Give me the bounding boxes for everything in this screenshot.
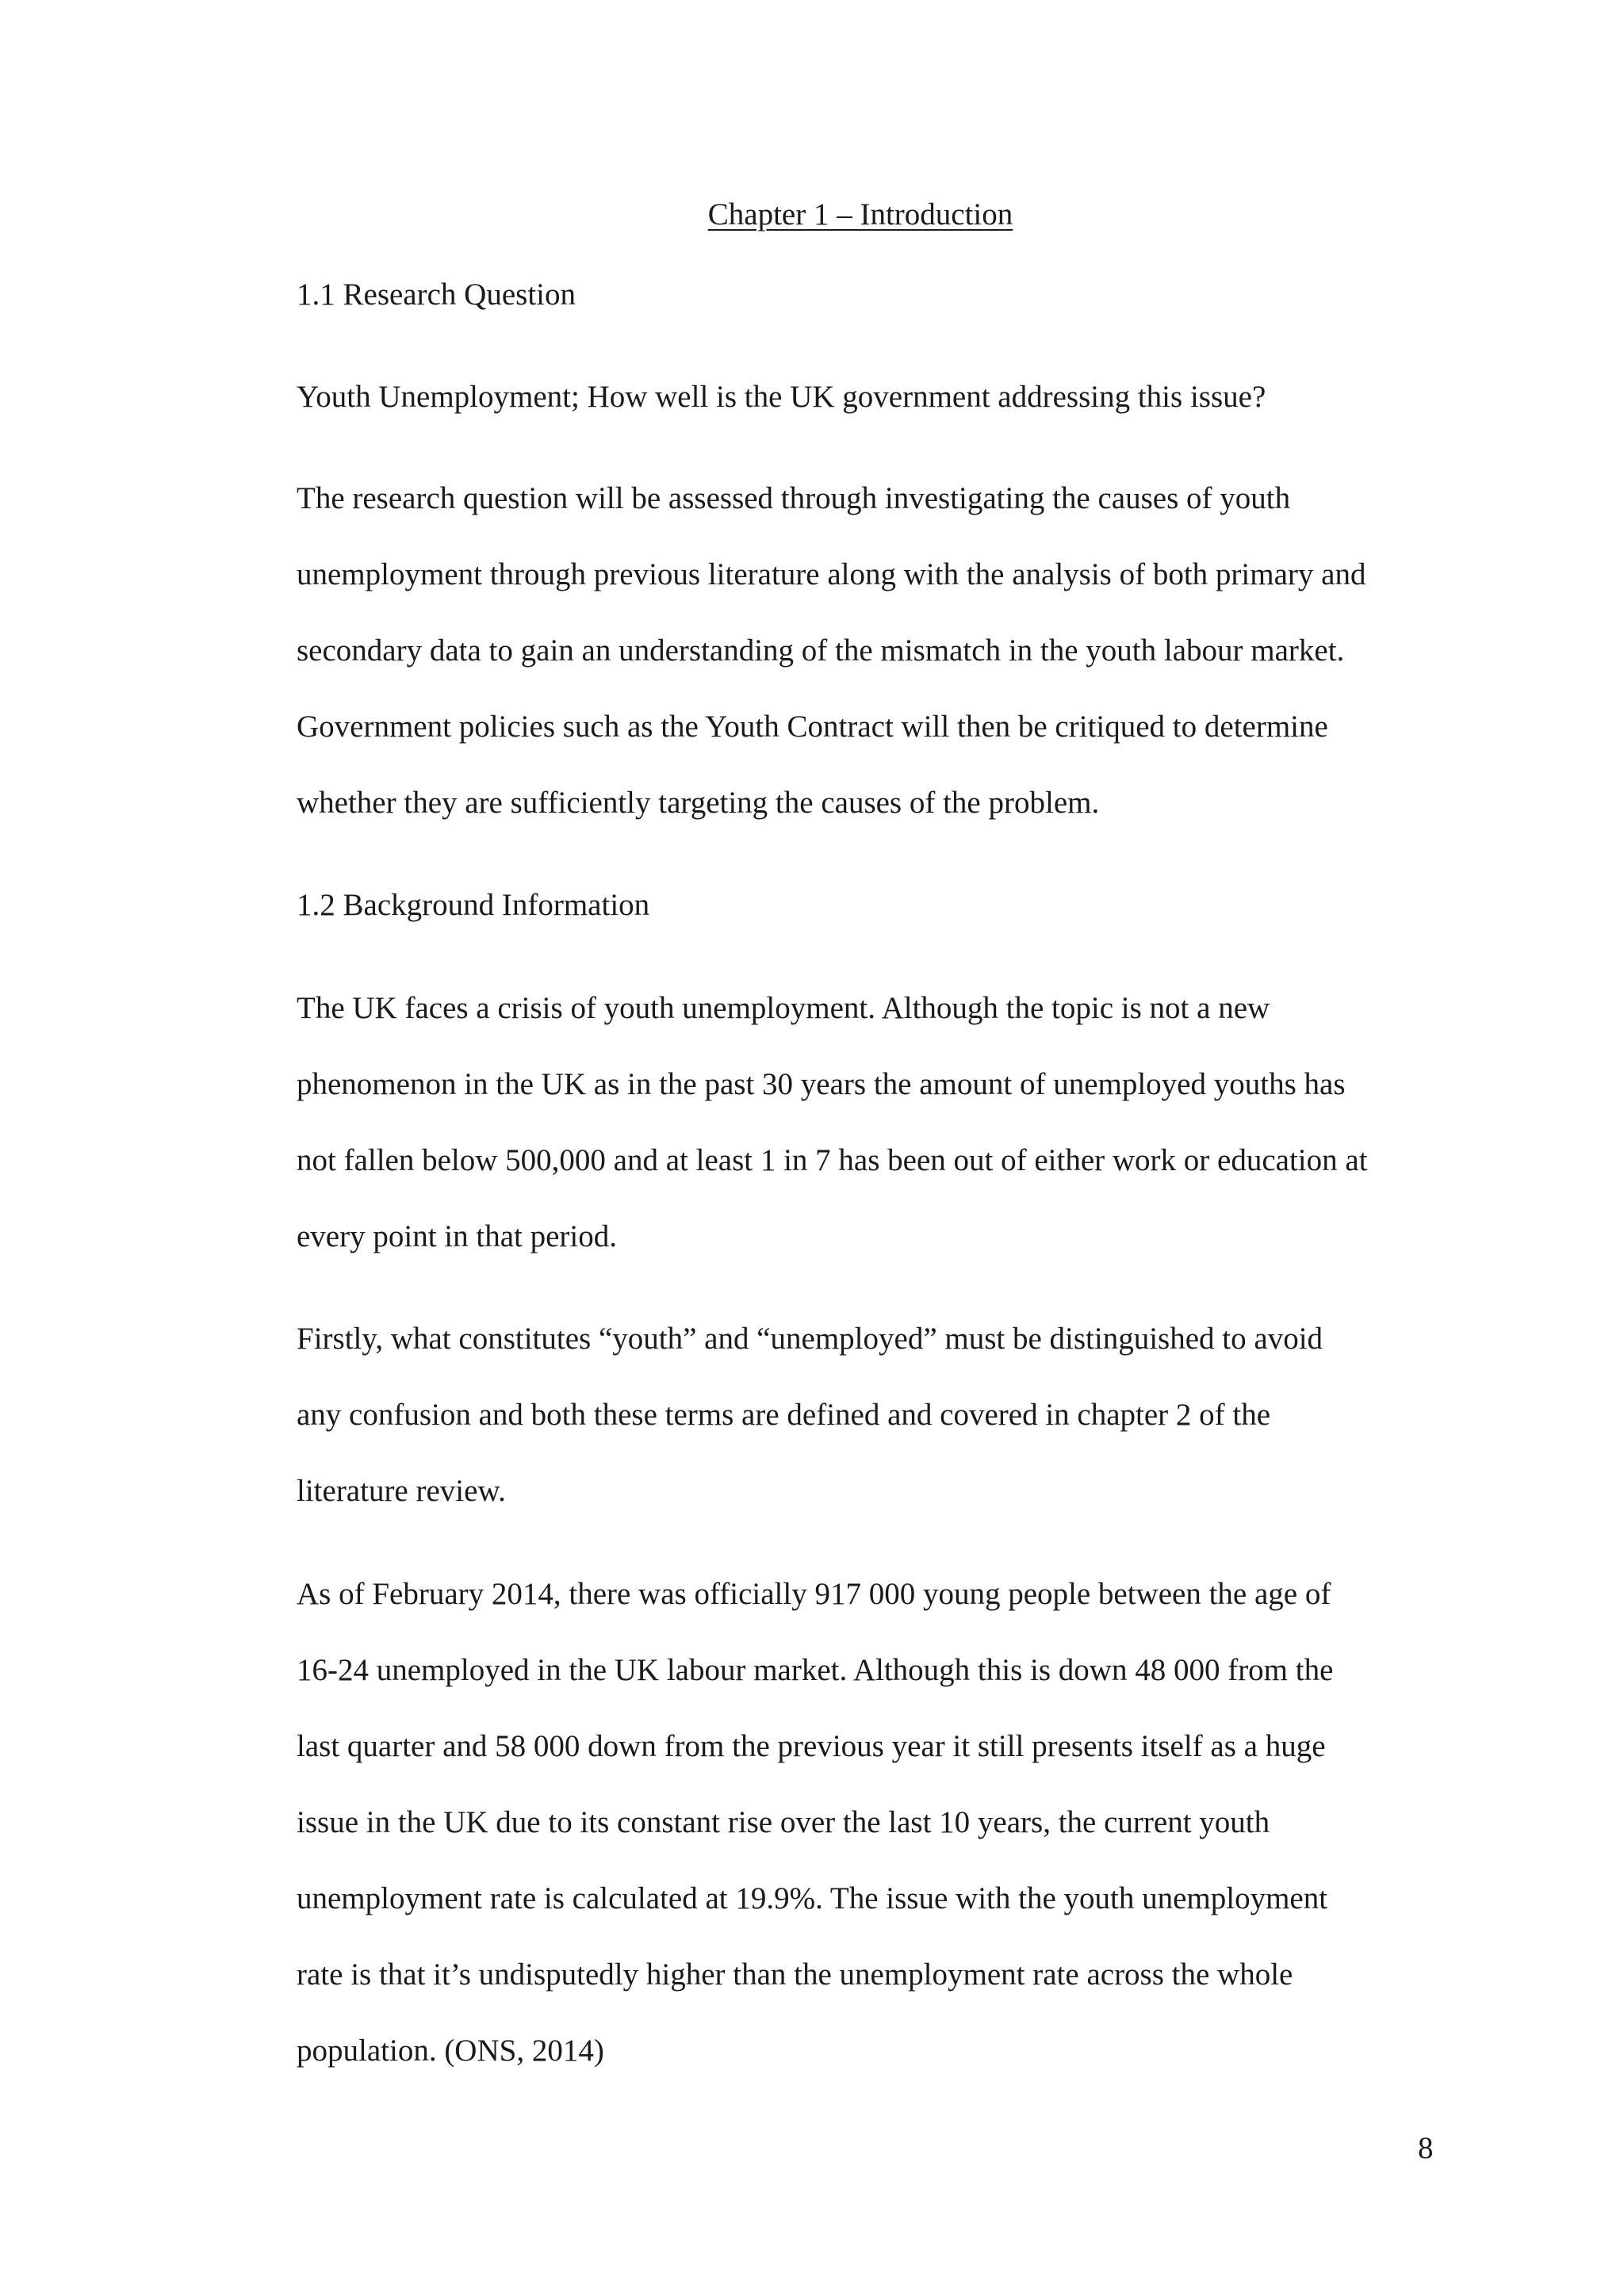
paragraph-line: every point in that period. [297, 1219, 617, 1253]
paragraph-line: Firstly, what constitutes “youth” and “unemployed” must be distinguished to avoid [297, 1322, 1323, 1356]
paragraph-line: any confusion and both these terms are defined and covered in chapter 2 of the [297, 1398, 1271, 1432]
paragraph-line: unemployment through previous literature along with the analysis of both primary and [297, 557, 1366, 591]
section-heading-research-question: 1.1 Research Question [297, 277, 576, 312]
paragraph-line: The UK faces a crisis of youth unemployment. Although the topic is not a new [297, 991, 1270, 1025]
citation-line: population. (ONS, 2014) [297, 2034, 604, 2068]
paragraph-line: unemployment rate is calculated at 19.9%. The issue with the youth unemployment [297, 1881, 1328, 1915]
section-heading-background-information: 1.2 Background Information [297, 888, 650, 922]
paragraph-line: literature review. [297, 1474, 506, 1508]
paragraph-line: not fallen below 500,000 and at least 1 in 7 has been out of either work or education at [297, 1143, 1368, 1177]
paragraph-line: rate is that it’s undisputedly higher than the unemployment rate across the whole [297, 1957, 1293, 1992]
paragraph-line: secondary data to gain an understanding of the mismatch in the youth labour market. [297, 633, 1345, 668]
paragraph-line: The research question will be assessed through investigating the causes of youth [297, 481, 1291, 515]
paragraph-line: 16-24 unemployed in the UK labour market. Although this is down 48 000 from the [297, 1653, 1334, 1687]
page-number: 8 [1418, 2131, 1434, 2165]
paragraph-line: phenomenon in the UK as in the past 30 years the amount of unemployed youths has [297, 1067, 1346, 1101]
paragraph-line: last quarter and 58 000 down from the previous year it still presents itself as a huge [297, 1729, 1326, 1763]
paragraph-line: issue in the UK due to its constant rise over the last 10 years, the current youth [297, 1805, 1270, 1839]
chapter-title: Chapter 1 – Introduction [707, 197, 1013, 232]
paragraph-line: Government policies such as the Youth Contract will then be critiqued to determine [297, 710, 1328, 744]
research-question-line: Youth Unemployment; How well is the UK government addressing this issue? [297, 380, 1266, 414]
paragraph-line: whether they are sufficiently targeting the causes of the problem. [297, 786, 1100, 820]
paragraph-line: As of February 2014, there was officially 917 000 young people between the age of [297, 1577, 1331, 1611]
